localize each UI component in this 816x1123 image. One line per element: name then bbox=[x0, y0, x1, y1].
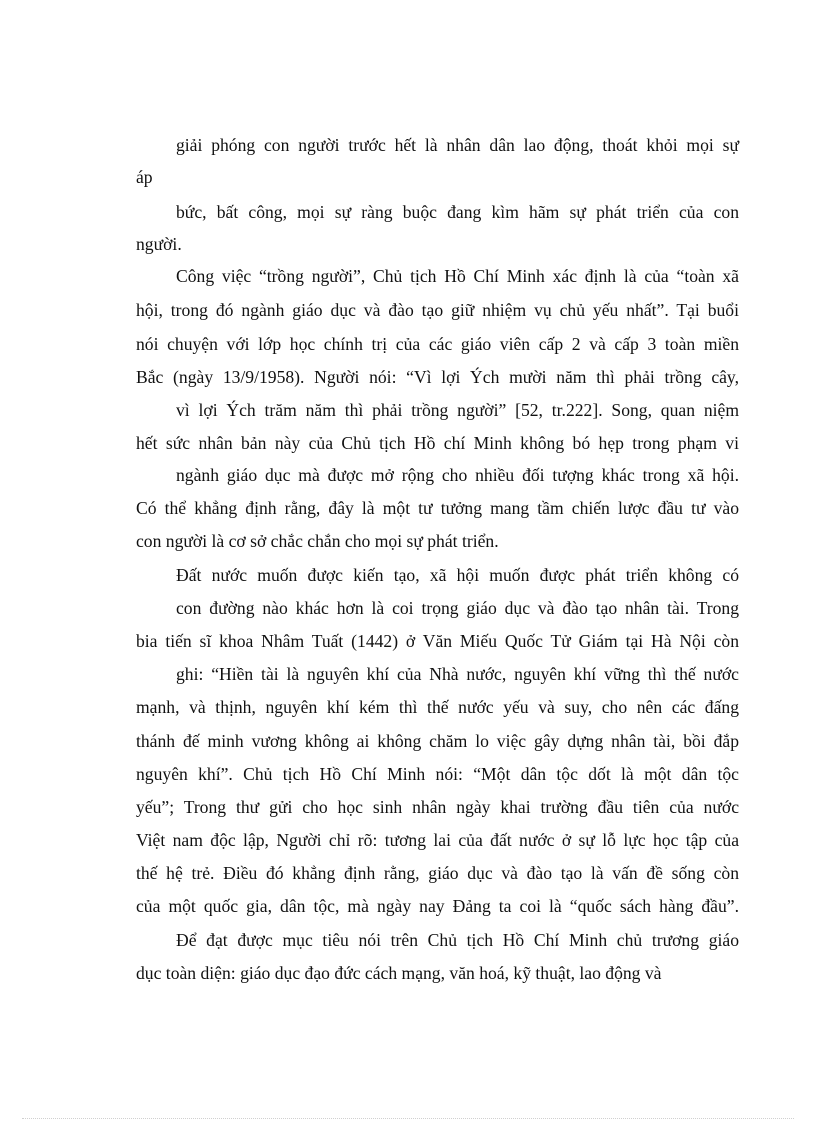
text-line: người. bbox=[136, 234, 182, 254]
text-line: Để đạt được mục tiêu nói trên Chủ tịch Hồ Chí Minh chủ trương giáo bbox=[176, 930, 739, 950]
text-line: yếu”; Trong thư gửi cho học sinh nhân ngày khai trường đầu tiên của nước bbox=[136, 797, 739, 817]
text-line: vì lợi Ých trăm năm thì phải trồng người” [52, tr.222]. Song, quan niệm bbox=[176, 400, 739, 420]
text-line: Có thể khẳng định rằng, đây là một tư tưởng mang tầm chiến lược đầu tư vào bbox=[136, 498, 739, 518]
text-line: nguyên khí”. Chủ tịch Hồ Chí Minh nói: “Một dân tộc dốt là một dân tộc bbox=[136, 764, 739, 784]
text-line: con người là cơ sở chắc chắn cho mọi sự phát triển. bbox=[136, 531, 499, 551]
text-line: bức, bất công, mọi sự ràng buộc đang kìm hãm sự phát triển của con bbox=[176, 202, 739, 222]
text-line: thế hệ trẻ. Điều đó khẳng định rằng, giáo dục và đào tạo là vấn đề sống còn bbox=[136, 863, 739, 883]
text-line: Việt nam độc lập, Người chỉ rõ: tương lai của đất nước ở sự lỗ lực học tập của bbox=[136, 830, 739, 850]
text-line: Bắc (ngày 13/9/1958). Người nói: “Vì lợi Ých mười năm thì phải trồng cây, bbox=[136, 367, 739, 387]
text-line: hội, trong đó ngành giáo dục và đào tạo giữ nhiệm vụ chủ yếu nhất”. Tại buổi bbox=[136, 300, 739, 320]
text-line: dục toàn diện: giáo dục đạo đức cách mạng, văn hoá, kỹ thuật, lao động và bbox=[136, 963, 662, 983]
text-line: Công việc “trồng người”, Chủ tịch Hồ Chí Minh xác định là của “toàn xã bbox=[176, 266, 739, 286]
text-line: áp bbox=[136, 167, 153, 187]
text-line: con đường nào khác hơn là coi trọng giáo dục và đào tạo nhân tài. Trong bbox=[176, 598, 739, 618]
text-line: giải phóng con người trước hết là nhân dân lao động, thoát khỏi mọi sự bbox=[176, 135, 739, 155]
text-line: của một quốc gia, dân tộc, mà ngày nay Đảng ta coi là “quốc sách hàng đầu”. bbox=[136, 896, 739, 916]
text-line: hết sức nhân bản này của Chủ tịch Hồ chí Minh không bó hẹp trong phạm vi bbox=[136, 433, 739, 453]
text-line: thánh đế minh vương không ai không chăm lo việc gây dựng nhân tài, bồi đắp bbox=[136, 731, 739, 751]
text-line: bia tiến sĩ khoa Nhâm Tuất (1442) ở Văn Miếu Quốc Tử Giám tại Hà Nội còn bbox=[136, 631, 739, 651]
text-line: Đất nước muốn được kiến tạo, xã hội muốn được phát triển không có bbox=[176, 565, 739, 585]
text-line: ngành giáo dục mà được mở rộng cho nhiều đối tượng khác trong xã hội. bbox=[176, 465, 739, 485]
text-line: ghi: “Hiền tài là nguyên khí của Nhà nước, nguyên khí vững thì thế nước bbox=[176, 664, 739, 684]
text-line: nói chuyện với lớp học chính trị của các giáo viên cấp 2 và cấp 3 toàn miền bbox=[136, 334, 739, 354]
page-bottom-divider bbox=[22, 1118, 794, 1119]
text-line: mạnh, và thịnh, nguyên khí kém thì thế nước yếu và suy, cho nên các đấng bbox=[136, 697, 739, 717]
